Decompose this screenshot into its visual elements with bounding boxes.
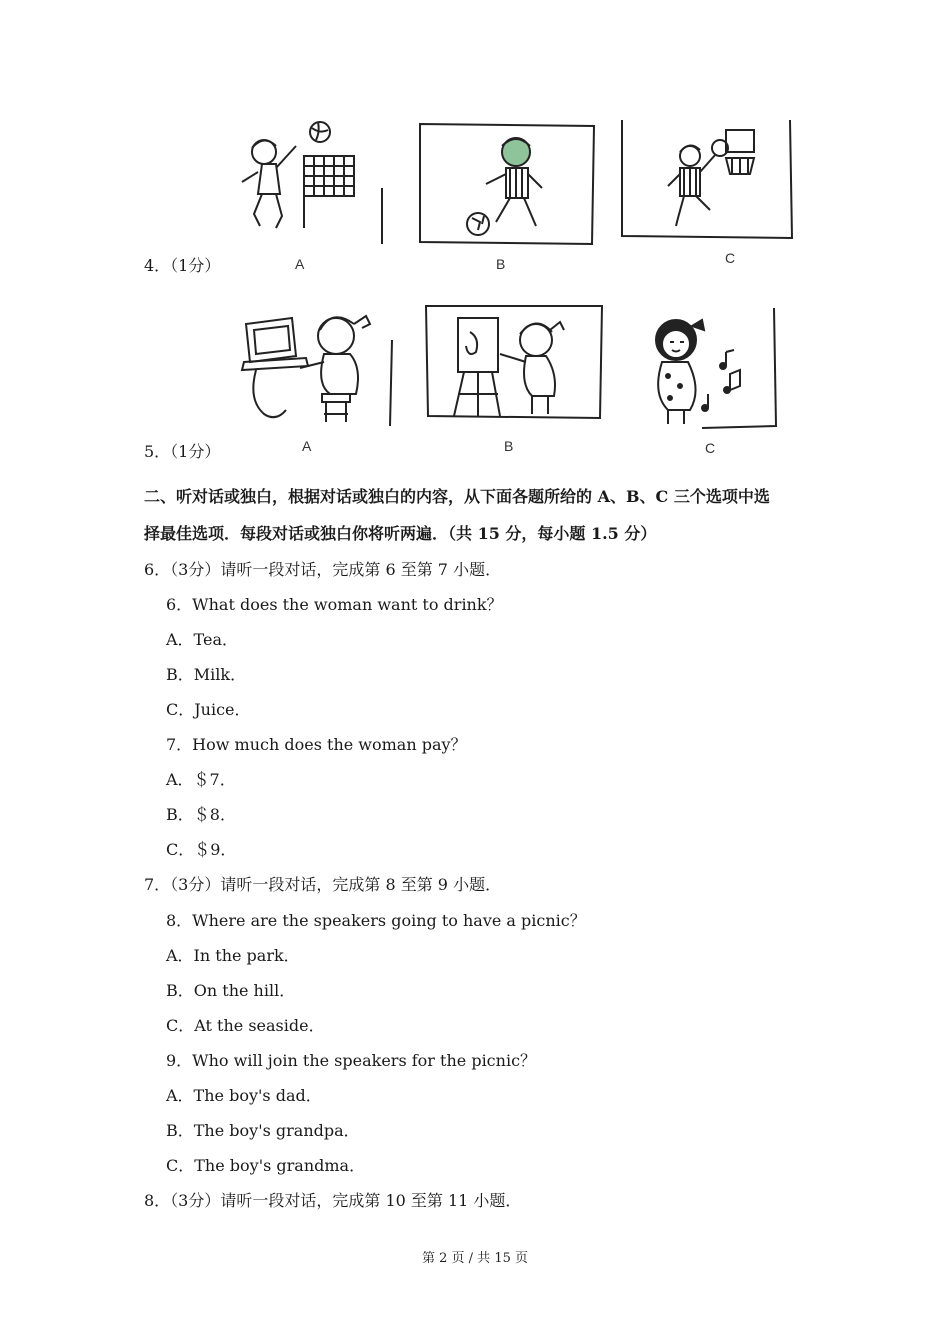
question-7-option-c: C．＄9． [166,840,237,859]
question-8-option-c: C．At the seaside． [166,1016,325,1035]
group-7-intro: 7．（3分）请听一段对话，完成第 8 至第 9 小题． [144,875,502,894]
q5-option-c-letter: C [705,440,716,456]
question-8-option-a: A．In the park． [166,946,300,965]
q5-option-b-letter: B [504,438,514,454]
group-8-intro: 8．（3分）请听一段对话，完成第 10 至第 11 小题． [144,1191,522,1210]
section-2-heading-line-2: 择最佳选项．每段对话或独白你将听两遍．（共 15 分，每小题 1.5 分） [144,524,657,543]
question-6-option-b: B．Milk． [166,665,247,684]
question-8-option-b: B．On the hill． [166,981,296,1000]
q4-option-c-letter: C [725,250,736,266]
question-9-option-a: A．The boy's dad． [166,1086,322,1105]
question-6-stem: 6．What does the woman want to drink？ [166,595,503,614]
question-7-stem: 7．How much does the woman pay？ [166,735,467,754]
q5-option-b-picture [424,304,604,420]
q4-option-b-letter: B [496,256,506,272]
question-9-option-b: B．The boy's grandpa． [166,1121,360,1140]
page-footer: 第 2 页 / 共 15 页 [422,1251,528,1266]
q4-option-a-letter: A [295,256,305,272]
q4-label: 4．（1分） [144,256,221,275]
group-6-intro: 6．（3分）请听一段对话，完成第 6 至第 7 小题． [144,560,502,579]
question-6-option-a: A．Tea． [166,630,238,649]
q5-label: 5．（1分） [144,442,221,461]
question-9-option-c: C．The boy's grandma． [166,1156,366,1175]
question-6-option-c: C．Juice． [166,700,251,719]
section-2-heading-line-1: 二、听对话或独白，根据对话或独白的内容，从下面各题所给的 A、B、C 三个选项中选 [144,487,770,506]
question-7-option-b: B．＄8． [166,805,236,824]
question-8-stem: 8．Where are the speakers going to have a picnic？ [166,911,586,930]
q5-option-a-picture [236,300,396,428]
q4-option-a-picture [232,118,388,248]
q5-option-c-picture [646,304,780,430]
question-9-stem: 9．Who will join the speakers for the picnic？ [166,1051,537,1070]
q5-option-a-letter: A [302,438,312,454]
question-7-option-a: A．＄7． [166,770,236,789]
q4-option-c-picture [620,118,794,242]
q4-option-b-picture [418,122,596,246]
